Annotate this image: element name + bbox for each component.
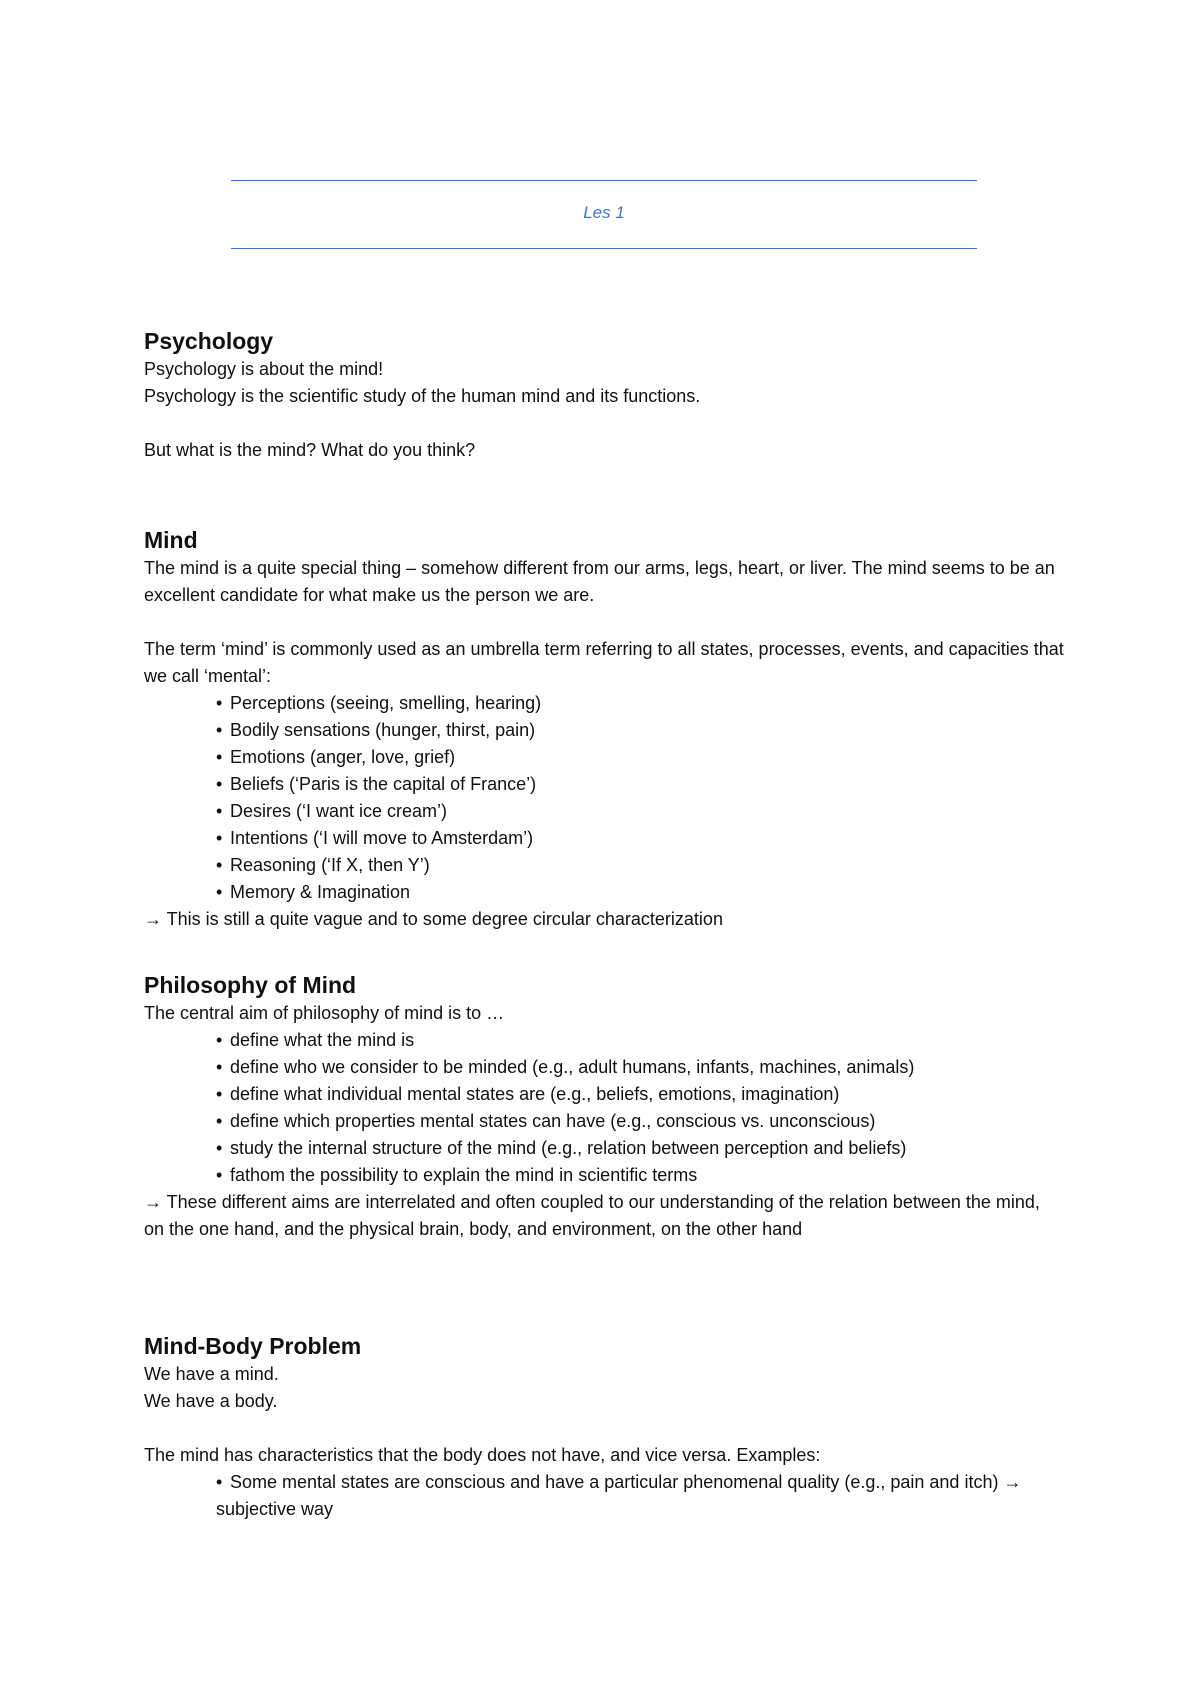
bullet-icon: • [216,1084,223,1104]
bullet-list [144,690,1064,906]
bullet-icon: • [216,828,223,848]
list-item: • fathom the possibility to explain the mind in scientific terms [216,1162,1064,1189]
list-item: • define which properties mental states can have (e.g., conscious vs. unconscious) [216,1108,1064,1135]
paragraph-line: We have a mind. [144,1364,279,1384]
section-psychology [144,326,1064,464]
bullet-icon: • [216,1111,223,1131]
paragraph-line: But what is the mind? What do you think? [144,440,476,460]
paragraph: The mind is a quite special thing – somehow different from our arms, legs, heart, or liver. The mind seems to be an excellent candidate for what make us the person we are. [144,558,1055,605]
bullet-list [144,1027,1064,1189]
header-bottom-rule [231,248,977,249]
arrow-note: → These different aims are interrelated and often coupled to our understanding of the relation between the mind, on the one hand, and the physical brain, body, and environment, on the other hand [144,1192,1040,1239]
list-item: • define who we consider to be minded (e.g., adult humans, infants, machines, animals) [216,1054,1064,1081]
bullet-list [144,1469,1064,1523]
section-mind [144,525,1064,933]
list-item: • Desires (‘I want ice cream’) [216,798,1064,825]
list-item: • Intentions (‘I will move to Amsterdam’) [216,825,1064,852]
lesson-title: Les 1 [583,203,625,222]
list-item: • define what the mind is [216,1027,1064,1054]
bullet-icon: • [216,720,223,740]
bullet-icon: • [216,1165,223,1185]
bullet-icon: • [216,1472,223,1492]
list-item: • Bodily sensations (hunger, thirst, pain) [216,717,1064,744]
section-mind-body-problem [144,1331,1064,1523]
bullet-icon: • [216,1138,223,1158]
paragraph: The central aim of philosophy of mind is to … [144,1003,505,1023]
list-item: • define what individual mental states are (e.g., beliefs, emotions, imagination) [216,1081,1064,1108]
bullet-icon: • [216,774,223,794]
paragraph-line: We have a body. [144,1391,278,1411]
paragraph: The mind has characteristics that the body does not have, and vice versa. Examples: [144,1445,821,1465]
list-item: • Perceptions (seeing, smelling, hearing) [216,690,1064,717]
section-heading: Mind-Body Problem [144,1333,362,1359]
arrow-note: → This is still a quite vague and to some degree circular characterization [144,909,723,929]
paragraph-line: Psychology is about the mind! [144,359,384,379]
section-heading: Philosophy of Mind [144,972,357,998]
list-item: • Some mental states are conscious and have a particular phenomenal quality (e.g., pain and itch) → subjective way [216,1469,1064,1523]
paragraph: The term ‘mind’ is commonly used as an umbrella term referring to all states, processes, events, and capacities that we call ‘mental’: [144,639,1064,686]
section-philosophy-of-mind [144,970,1064,1243]
bullet-icon: • [216,801,223,821]
list-item: • Reasoning (‘If X, then Y’) [216,852,1064,879]
bullet-icon: • [216,1030,223,1050]
section-heading: Mind [144,527,198,553]
bullet-icon: • [216,855,223,875]
list-item: • Beliefs (‘Paris is the capital of France’) [216,771,1064,798]
bullet-icon: • [216,1057,223,1077]
paragraph-line: Psychology is the scientific study of the human mind and its functions. [144,386,701,406]
bullet-icon: • [216,693,223,713]
bullet-icon: • [216,882,223,902]
section-heading: Psychology [144,328,274,354]
list-item: • Memory & Imagination [216,879,1064,906]
bullet-icon: • [216,747,223,767]
header-top-rule [231,180,977,181]
list-item: • Emotions (anger, love, grief) [216,744,1064,771]
list-item: • study the internal structure of the mind (e.g., relation between perception and beliefs) [216,1135,1064,1162]
